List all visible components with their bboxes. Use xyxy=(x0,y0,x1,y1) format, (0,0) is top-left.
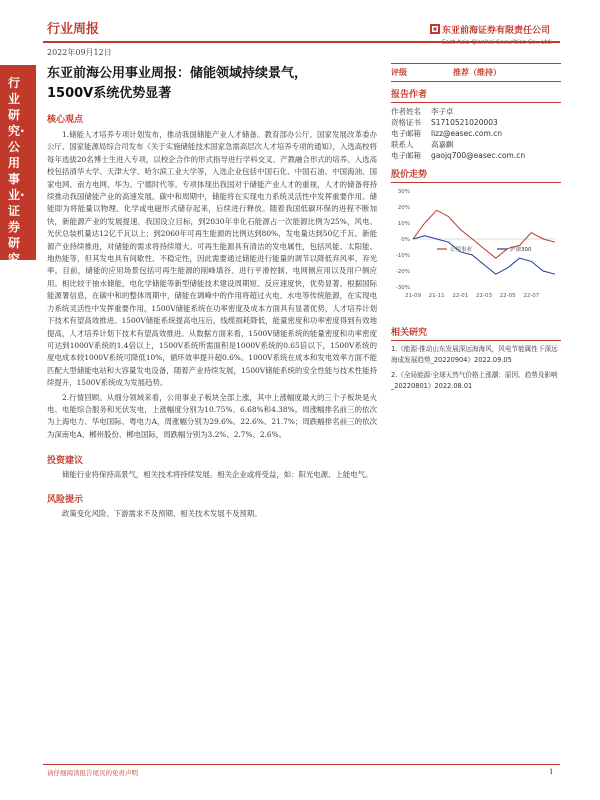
footer-divider xyxy=(43,764,560,765)
x-tick-label: 22-03 xyxy=(476,293,492,299)
related-item[interactable]: 1.《能源·推动山东发展深远海海风，风电节能属性下深远海成发展趋势_20220904》2022.09.05 xyxy=(391,345,558,364)
legend-label: 公用事业 xyxy=(450,247,473,253)
y-tick-label: 0% xyxy=(401,237,410,243)
related-research-heading: 相关研究 xyxy=(391,328,428,338)
report-title-line1: 东亚前海公用事业周报：储能领域持续景气， xyxy=(47,66,308,81)
x-tick-label: 21-09 xyxy=(405,293,421,299)
author-row: 电子邮箱 lizz@easec.com.cn xyxy=(391,129,503,138)
main-content xyxy=(47,64,377,520)
related-item[interactable]: 2.《全局能源·全球天然气价格上涨潮：原因、趋势及影响_20220801》2022.08.01 xyxy=(391,371,558,390)
series-line xyxy=(413,236,555,274)
disclaimer-notice: 请仔细阅读报告尾页的免责声明 xyxy=(47,769,138,777)
rating-value: 推荐（维持） xyxy=(453,68,501,77)
y-tick-label: 30% xyxy=(397,189,410,195)
risk-warning-heading: 风险提示 xyxy=(47,494,84,505)
info-sidebar xyxy=(391,63,561,392)
rating-row xyxy=(391,63,561,82)
contact-email-link[interactable]: gaojq700@easec.com.cn xyxy=(431,151,526,160)
price-trend-heading: 股价走势 xyxy=(391,170,428,180)
y-tick-label: 10% xyxy=(397,221,410,227)
related-research-divider xyxy=(391,340,561,341)
author-row: 联系人 高嘉麒 xyxy=(391,140,454,149)
author-row: 作者姓名 李子卓 xyxy=(391,107,454,116)
x-tick-label: 21-11 xyxy=(428,293,445,299)
investment-advice-body: 储能行业将保持高景气，相关技术将持续发展。相关企业或将受益，如：阳光电源、上能电气。 xyxy=(62,470,373,480)
legend-label: 沪深300 xyxy=(510,247,532,253)
report-date: 2022年09月12日 xyxy=(47,48,112,57)
x-tick-label: 22-05 xyxy=(499,293,516,299)
y-tick-label: -10% xyxy=(395,253,410,259)
report-type-label: 行业周报 xyxy=(47,22,100,37)
authors-divider xyxy=(391,102,561,103)
company-name-cn: 东亚前海证券有限责任公司 xyxy=(442,26,551,36)
paragraph-energy-storage: 1.储能人才培养专项计划发布，推动我国储能产业人才储备。教育部办公厅、国家发展改革委办公厅、国家能源局综合司发布《关于实施储能技术国家急需高层次人才培养专项的通知》，入选高校将每年选拔20名博士生进入专项，以校企合作的形式指导进行学科交叉、产教融合形式的培养。入选高校包括清华大学、天津大学、哈尔滨工业大学等，入选企业包括中国石化、中国石油、中国海油、国家电网、南方电网、华为、宁德时代等。专项体现出我国对于储能产业人才的重视，人才的储备将持续推动我国储能产业的高速发展。碳中和周期中，储能将在实现电力系统灵活性中发挥重要作用。储能即为将能量以物理、化学或电磁形式储存起来，后续进行释放。随着我国低碳环保的进程不断加快，新能源产业的发展提速，我国设立目标，到2030年非化石能源占一次能源比例为25%，风电、光伏总装机量达12亿千瓦以上；到2060年可再生能源的比例达到80%，发电量达到50亿千瓦。新能源产业持续推进，对储能的需求将持续增大。可再生能源具有清洁的发电属性，包括风能、太阳能、地热能等，但其发电具有间歇性、不稳定性，因此需要通过储能进行能量的调节以降低弃风率、弃光率。目前，储能的应用场景包括可再生能源的削峰填谷、进行平滑控制、电网侧应用以及用户侧应用。相比较于抽水储能，电化学储能等新型储能技术建设周期短、反应速度快，优势显著。根据国际能源署信息，在碳中和的整体周期中，储能在调峰中的作用将超过火电、水电等传统能源，在实现电力系统灵活性中发挥重要作用。1500V储能系统在功率密度及成本方面具有显著优势，人才培养计划下技术有望高效推进。1500V储能系统提高电压后，线缆损耗降低，能量密度和功率密度得到有效地提高，人才培养计划下技术有望高效推进。从数据方面来看，1500V储能系统的能量密度和功率密度可达到1000V系统的1.4倍以上，1500V系统所需面积是1000V系统的0.65倍以下，1500V系统的度电成本较1000V系统可降低10%，循环效率提升超0.6%。1000V系统在成本和发电效率方面不能匹配大型储能电站和大容量发电设备，随着产业持续发展，1500V储能系统的安全性能与技术性能持续提升，1500V系统成为发展趋势。 xyxy=(47,130,377,388)
authors-heading: 报告作者 xyxy=(391,90,428,100)
report-title-line2: 1500V系统优势显著 xyxy=(47,86,172,101)
header-divider xyxy=(43,41,560,43)
y-tick-label: -30% xyxy=(395,285,410,291)
risk-warning-body: 政策变化风险、下游需求不及预期、相关技术发展不及预期。 xyxy=(62,508,262,518)
company-logo-icon xyxy=(430,24,440,34)
y-tick-label: -20% xyxy=(395,269,410,275)
author-row: 资格证书 S1710521020003 xyxy=(391,118,498,127)
author-email-link[interactable]: lizz@easec.com.cn xyxy=(431,129,503,138)
y-tick-label: 20% xyxy=(397,205,410,211)
rating-label: 评级 xyxy=(391,68,407,77)
x-tick-label: 22-01 xyxy=(452,293,469,299)
paragraph-market-review: 2.行情回顾。从细分领域来看，公用事业子板块全部上涨，其中上涨幅度最大的三个子板块是火电、电能综合服务和光伏发电，上涨幅度分别为10.75%、6.68%和4.38%。周涨幅排名前三的依次为上海电力、华电国际、粤电力A，周涨幅分别为29.6%、22.6%、21.7%；周跌幅排名前三的依次为深南电A、郴州股份、郴电国际，周跌幅分别为3.2%、2.7%、2.6%。 xyxy=(47,392,377,439)
x-tick-label: 22-07 xyxy=(523,293,540,299)
authors-list xyxy=(391,106,561,161)
category-band-text: 行业研究·公用事业·证券研究报告 xyxy=(8,76,25,298)
price-trend-chart xyxy=(391,183,561,301)
investment-advice-heading: 投资建议 xyxy=(47,456,84,467)
series-line xyxy=(413,210,555,258)
page-number: 1 xyxy=(549,768,554,776)
core-view-heading: 核心观点 xyxy=(47,115,84,125)
author-row: 电子邮箱 gaojq700@easec.com.cn xyxy=(391,151,526,160)
